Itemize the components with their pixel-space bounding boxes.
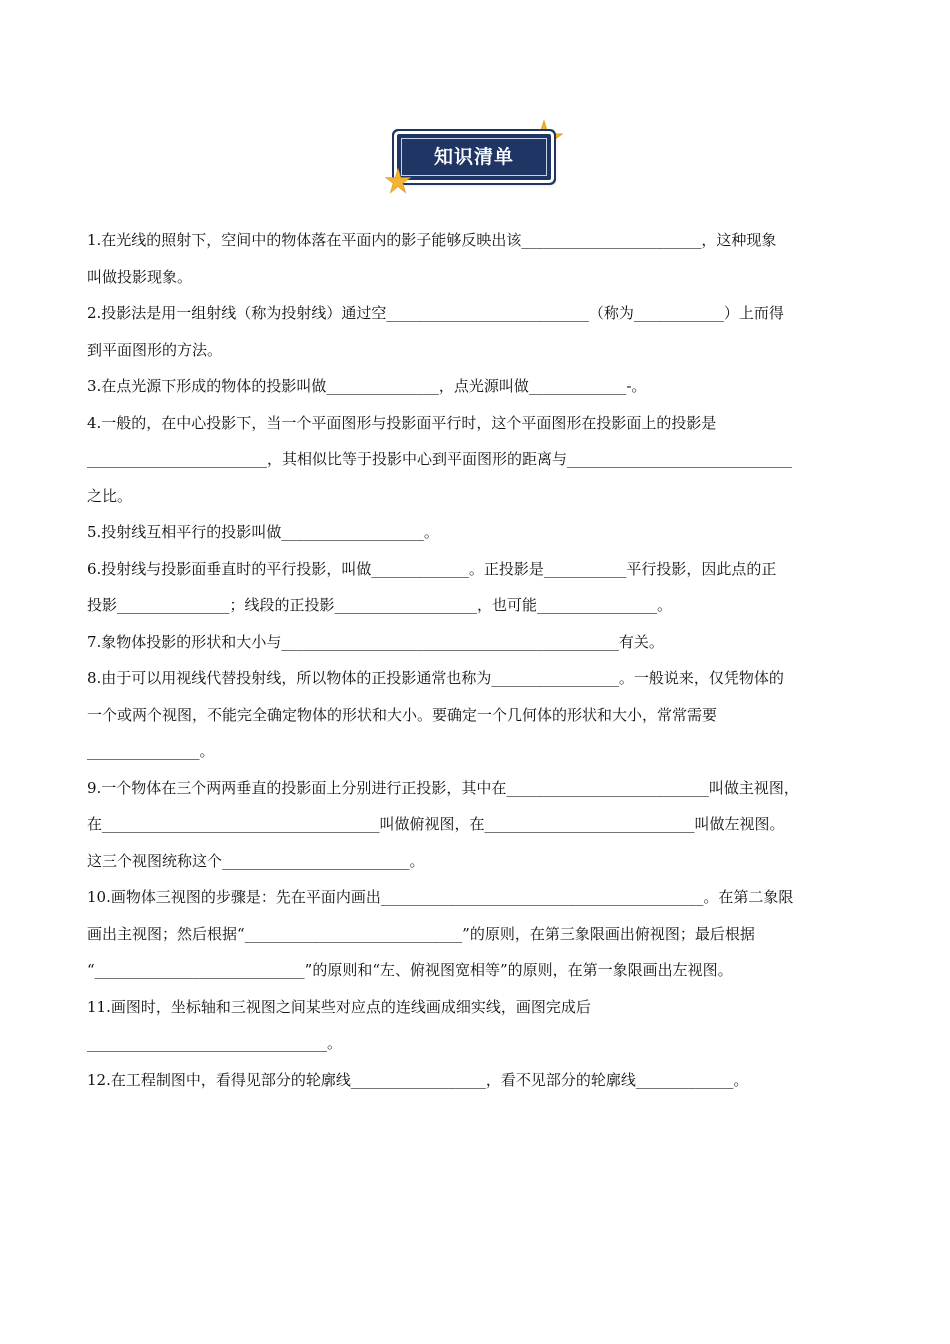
list-item-line: 叫做投影现象。 xyxy=(87,267,193,286)
list-item-line: 8.由于可以用视线代替投射线，所以物体的正投影通常也称为_________________。一般说来，仅凭物体的 xyxy=(87,669,784,687)
list-item-line: 5.投射线互相平行的投影叫做___________________。 xyxy=(87,523,439,541)
list-item-line: 6.投射线与投影面垂直时的平行投影，叫做_____________。正投影是___________平行投影，因此点的正 xyxy=(87,559,777,578)
small-star-icon xyxy=(385,168,411,194)
list-item-line: 12.在工程制图中，看得见部分的轮廓线__________________，看不见部分的轮廓线_____________。 xyxy=(87,1070,749,1089)
list-item-line: 3.在点光源下形成的物体的投影叫做_______________，点光源叫做_____________-。 xyxy=(87,377,647,395)
list-item-line: _______________。 xyxy=(87,742,215,760)
knowledge-list xyxy=(87,222,862,1098)
list-item-line: 7.象物体投影的形状和大小与_____________________________________________有关。 xyxy=(87,632,664,651)
list-item-line: 9.一个物体在三个两两垂直的投影面上分别进行正投影，其中在___________________________叫做主视图， xyxy=(87,778,799,797)
list-item-line: 之比。 xyxy=(87,486,133,505)
list-item-line: 4.一般的，在中心投影下，当一个平面图形与投影面平行时，这个平面图形在投影面上的投影是 xyxy=(87,413,717,432)
list-item-line: “____________________________”的原则和“左、俯视图宽相等”的原则，在第一象限画出左视图。 xyxy=(87,961,733,979)
list-item-line: 画出主视图；然后根据“_____________________________”的原则，在第三象限画出俯视图；最后根据 xyxy=(87,924,755,943)
list-item-line: 11.画图时，坐标轴和三视图之间某些对应点的连线画成细实线，画图完成后 xyxy=(87,997,591,1016)
list-item-line: 在_____________________________________叫做俯视图，在____________________________叫做左视图。 xyxy=(87,815,785,833)
list-item-line: 到平面图形的方法。 xyxy=(87,340,223,359)
list-item-line: ________________________________。 xyxy=(87,1034,343,1052)
list-item-line: 一个或两个视图，不能完全确定物体的形状和大小。要确定一个几何体的形状和大小，常常需要 xyxy=(87,705,718,724)
badge-box xyxy=(397,134,551,180)
page-title: 知识清单 xyxy=(433,146,514,168)
list-item-line: 10.画物体三视图的步骤是：先在平面内画出___________________________________________。在第二象限 xyxy=(87,888,794,906)
list-item-line: 这三个视图统称这个_________________________。 xyxy=(87,851,425,870)
list-item-line: 1.在光线的照射下，空间中的物体落在平面内的影子能够反映出该________________________，这种现象 xyxy=(87,231,777,249)
list-item-line: 2.投影法是用一组射线（称为投射线）通过空___________________________（称为____________）上而得 xyxy=(87,304,784,322)
list-item-line: 投影_______________；线段的正投影___________________，也可能________________。 xyxy=(87,596,673,614)
list-item-line: ________________________，其相似比等于投影中心到平面图形的距离与______________________________ xyxy=(87,450,793,468)
section-title-badge xyxy=(385,120,565,195)
